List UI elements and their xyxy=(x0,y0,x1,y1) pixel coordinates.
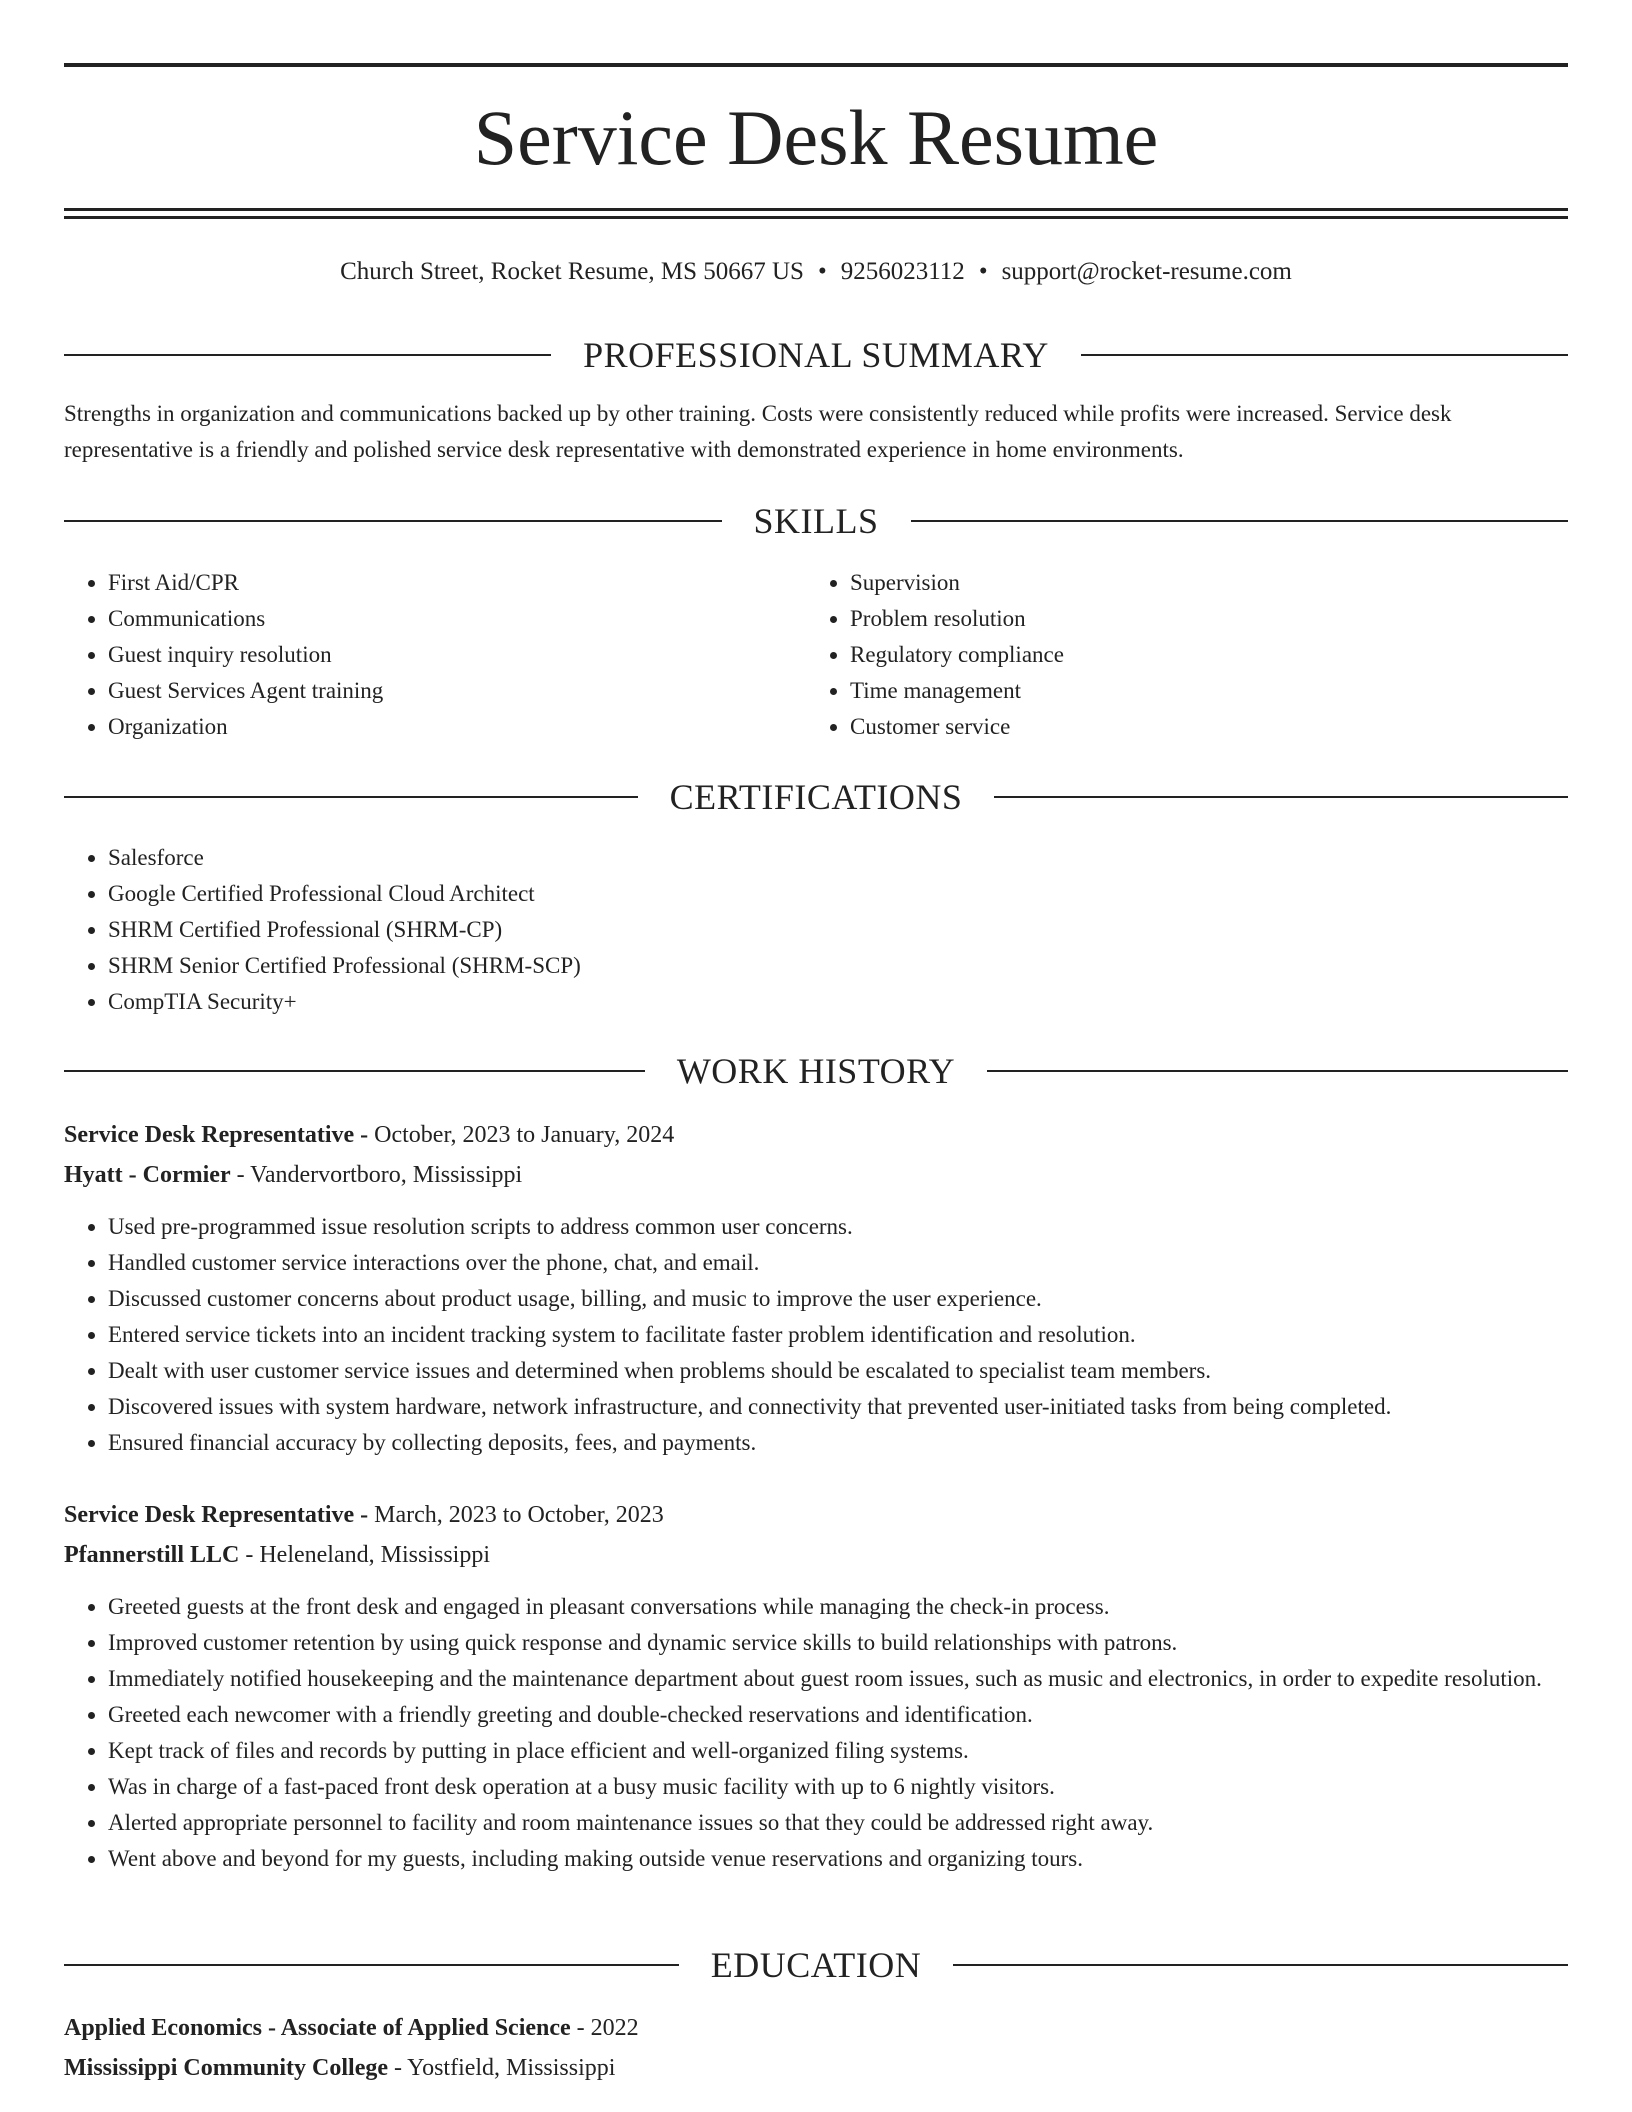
section-rule xyxy=(911,520,1569,522)
education-section-header xyxy=(64,1940,1568,1990)
job-dash: - xyxy=(360,1502,369,1528)
section-rule xyxy=(64,354,551,356)
job-bullets xyxy=(64,1209,1568,1461)
job-dash: - xyxy=(245,1542,254,1568)
job-bullet: • Greeted guests at the front desk and engaged in pleasant conversations while managing the check-in process. xyxy=(108,1589,1568,1625)
certification-item: • Google Certified Professional Cloud Architect xyxy=(108,876,1568,912)
title-rule-upper xyxy=(64,208,1568,211)
job-bullet: • Handled customer service interactions over the phone, chat, and email. xyxy=(108,1245,1568,1281)
education-entry xyxy=(64,2008,1568,2088)
job-bullet: • Went above and beyond for my guests, including making outside venue reservations and organizing tours. xyxy=(108,1841,1568,1877)
education-dash: - xyxy=(576,2015,585,2041)
certification-item: • Salesforce xyxy=(108,840,1568,876)
education-location: Yostfield, Mississippi xyxy=(407,2055,616,2081)
education-degree: Applied Economics - Associate of Applied Science xyxy=(64,2015,571,2041)
job-bullet: • Used pre-programmed issue resolution scripts to address common user concerns. xyxy=(108,1209,1568,1245)
contact-line xyxy=(64,254,1568,290)
skill-item: • First Aid/CPR xyxy=(108,565,804,601)
education-dash: - xyxy=(394,2055,403,2081)
job-title: Service Desk Representative xyxy=(64,1122,355,1148)
skill-item: • Guest inquiry resolution xyxy=(108,637,804,673)
education-school-line xyxy=(64,2048,1568,2088)
certifications-section-header xyxy=(64,772,1568,822)
education-heading: EDUCATION xyxy=(710,1945,922,1985)
skill-item: • Problem resolution xyxy=(850,601,1546,637)
skill-item: • Organization xyxy=(108,709,804,745)
job-dash: - xyxy=(360,1122,369,1148)
section-rule xyxy=(64,796,638,798)
skill-item: • Time management xyxy=(850,673,1546,709)
job-bullets-block xyxy=(64,1209,1568,1461)
skills-list-left xyxy=(64,565,804,745)
contact-separator: • xyxy=(817,258,827,285)
contact-phone: 9256023112 xyxy=(840,258,965,285)
job-company-line xyxy=(64,1535,1568,1575)
job-entry xyxy=(64,1495,1568,1575)
certifications-block xyxy=(64,840,1568,1020)
work-section-header xyxy=(64,1046,1568,1096)
skill-item: • Guest Services Agent training xyxy=(108,673,804,709)
job-company: Hyatt - Cormier xyxy=(64,1162,231,1188)
section-rule xyxy=(64,1964,679,1966)
job-title-line xyxy=(64,1115,1568,1155)
education-degree-line xyxy=(64,2008,1568,2048)
top-rule xyxy=(64,63,1568,67)
skill-item: • Regulatory compliance xyxy=(850,637,1546,673)
skills-left-column xyxy=(64,565,804,745)
job-bullet: • Discovered issues with system hardware, network infrastructure, and connectivity that prevented user-initiated tasks from being completed. xyxy=(108,1389,1568,1425)
resume-title: Service Desk Resume xyxy=(473,94,1159,181)
title-rule-lower xyxy=(64,216,1568,219)
skill-item: • Customer service xyxy=(850,709,1546,745)
section-rule xyxy=(1081,354,1568,356)
summary-heading: PROFESSIONAL SUMMARY xyxy=(583,335,1049,375)
job-title: Service Desk Representative xyxy=(64,1502,355,1528)
job-bullet: • Kept track of files and records by putting in place efficient and well-organized filing systems. xyxy=(108,1733,1568,1769)
section-rule xyxy=(994,796,1568,798)
certification-item: • SHRM Senior Certified Professional (SHRM-SCP) xyxy=(108,948,1568,984)
section-rule xyxy=(987,1070,1568,1072)
skill-item: • Supervision xyxy=(850,565,1546,601)
job-bullets xyxy=(64,1589,1568,1877)
job-company: Pfannerstill LLC xyxy=(64,1542,240,1568)
job-bullet: • Greeted each newcomer with a friendly greeting and double-checked reservations and identification. xyxy=(108,1697,1568,1733)
job-bullet: • Entered service tickets into an incident tracking system to facilitate faster problem identification and resolution. xyxy=(108,1317,1568,1353)
skills-right-column xyxy=(806,565,1546,745)
job-dash: - xyxy=(236,1162,245,1188)
job-dates: March, 2023 to October, 2023 xyxy=(374,1502,664,1528)
job-bullet: • Immediately notified housekeeping and the maintenance department about guest room issues, such as music and electronics, in order to expedite resolution. xyxy=(108,1661,1568,1697)
contact-email: support@rocket-resume.com xyxy=(1001,258,1292,285)
job-bullet: • Alerted appropriate personnel to facility and room maintenance issues so that they could be addressed right away. xyxy=(108,1805,1568,1841)
contact-address: Church Street, Rocket Resume, MS 50667 US xyxy=(340,258,804,285)
skills-list-right xyxy=(806,565,1546,745)
skills-section-header xyxy=(64,496,1568,546)
certification-item: • SHRM Certified Professional (SHRM-CP) xyxy=(108,912,1568,948)
job-bullets-block xyxy=(64,1589,1568,1877)
job-location: Vandervortboro, Mississippi xyxy=(250,1162,523,1188)
skill-item: • Communications xyxy=(108,601,804,637)
certifications-list xyxy=(64,840,1568,1020)
job-bullet: • Ensured financial accuracy by collecting deposits, fees, and payments. xyxy=(108,1425,1568,1461)
summary-text: Strengths in organization and communications backed up by other training. Costs were consistently reduced while profits were increased. Service desk representative is a friendly and polished service desk representative with demonstrated experience in home environments. xyxy=(64,401,1452,462)
section-rule xyxy=(64,1070,645,1072)
job-company-line xyxy=(64,1155,1568,1195)
skills-heading: SKILLS xyxy=(753,501,879,541)
section-rule xyxy=(953,1964,1568,1966)
job-dates: October, 2023 to January, 2024 xyxy=(374,1122,675,1148)
certifications-heading: CERTIFICATIONS xyxy=(669,777,963,817)
certification-item: • CompTIA Security+ xyxy=(108,984,1568,1020)
job-location: Heleneland, Mississippi xyxy=(259,1542,490,1568)
summary-section-header xyxy=(64,330,1568,380)
education-year: 2022 xyxy=(590,2015,639,2041)
section-rule xyxy=(64,520,722,522)
job-entry xyxy=(64,1115,1568,1195)
job-bullet: • Discussed customer concerns about product usage, billing, and music to improve the user experience. xyxy=(108,1281,1568,1317)
job-bullet: • Improved customer retention by using quick response and dynamic service skills to build relationships with patrons. xyxy=(108,1625,1568,1661)
work-heading: WORK HISTORY xyxy=(676,1051,956,1091)
job-bullet: • Dealt with user customer service issues and determined when problems should be escalated to specialist team members. xyxy=(108,1353,1568,1389)
job-bullet: • Was in charge of a fast-paced front desk operation at a busy music facility with up to 6 nightly visitors. xyxy=(108,1769,1568,1805)
contact-separator: • xyxy=(978,258,988,285)
job-title-line xyxy=(64,1495,1568,1535)
education-school: Mississippi Community College xyxy=(64,2055,389,2081)
